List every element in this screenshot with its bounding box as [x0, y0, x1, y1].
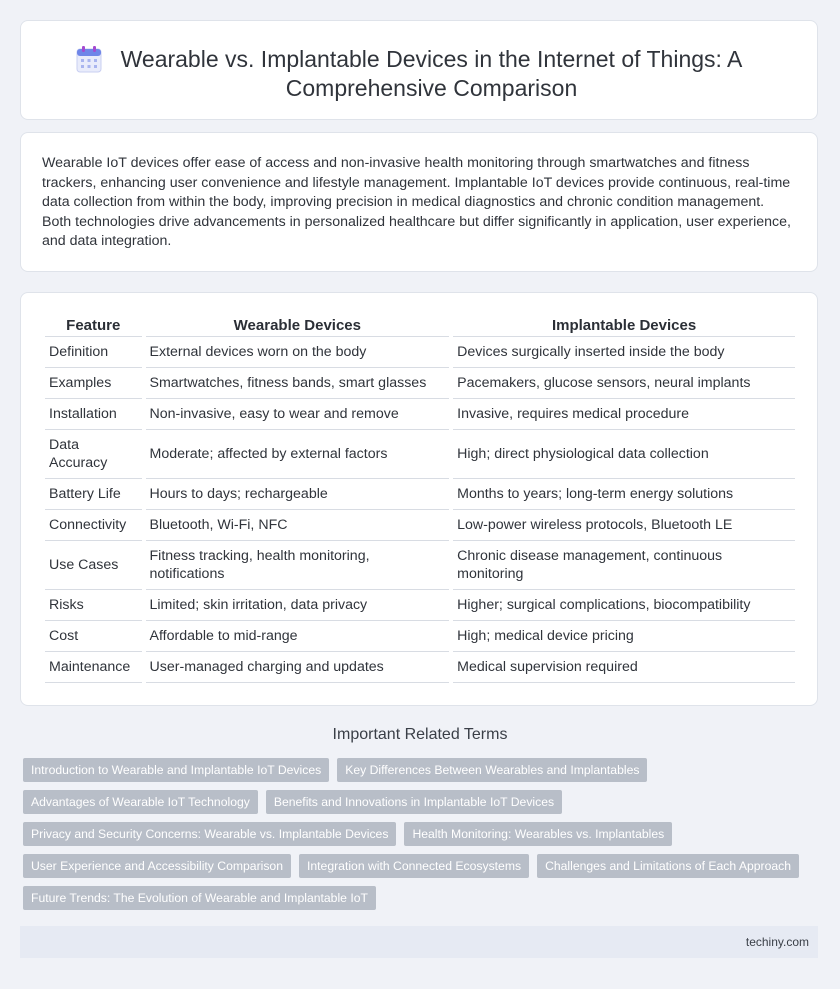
table-row [45, 652, 795, 683]
table-row [45, 399, 795, 430]
page-title: Wearable vs. Implantable Devices in the Internet of Things: A Comprehensive Comparison [120, 46, 743, 101]
wearable-cell: User-managed charging and updates [146, 652, 450, 683]
feature-cell: Connectivity [45, 510, 142, 541]
table-row [45, 430, 795, 479]
related-term-tag[interactable]: Privacy and Security Concerns: Wearable vs. Implantable Devices [23, 822, 396, 846]
feature-cell: Examples [45, 368, 142, 399]
feature-cell: Installation [45, 399, 142, 430]
wearable-cell: Moderate; affected by external factors [146, 430, 450, 479]
comparison-table [41, 314, 799, 683]
feature-cell: Use Cases [45, 541, 142, 590]
wearable-cell: Smartwatches, fitness bands, smart glasses [146, 368, 450, 399]
related-term-tag[interactable]: Integration with Connected Ecosystems [299, 854, 529, 878]
related-term-tag[interactable]: Challenges and Limitations of Each Approach [537, 854, 799, 878]
implantable-cell: Higher; surgical complications, biocompatibility [453, 590, 795, 621]
feature-cell: Cost [45, 621, 142, 652]
related-term-tag[interactable]: Key Differences Between Wearables and Implantables [337, 758, 647, 782]
comparison-card [20, 292, 818, 706]
intro-paragraph: Wearable IoT devices offer ease of access and non-invasive health monitoring through smartwatches and fitness trackers, enhancing user convenience and lifestyle management. Implantable IoT devices provide continuous, real-time data collection from within the body, improving precision in medical diagnostics and chronic condition management. Both technologies drive advancements in personalized healthcare but differ significantly in application, user experience, and data integration. [42, 155, 791, 250]
related-term-tag[interactable]: Benefits and Innovations in Implantable IoT Devices [266, 790, 562, 814]
implantable-cell: High; direct physiological data collection [453, 430, 795, 479]
related-terms-list [23, 758, 813, 918]
implantable-cell: Chronic disease management, continuous monitoring [453, 541, 795, 590]
wearable-cell: External devices worn on the body [146, 337, 450, 368]
table-row [45, 479, 795, 510]
title-card [20, 20, 818, 120]
table-row [45, 621, 795, 652]
wearable-cell: Fitness tracking, health monitoring, notifications [146, 541, 450, 590]
feature-cell: Risks [45, 590, 142, 621]
implantable-cell: Invasive, requires medical procedure [453, 399, 795, 430]
table-header-row [45, 314, 795, 337]
related-term-tag[interactable]: Introduction to Wearable and Implantable IoT Devices [23, 758, 329, 782]
table-row [45, 590, 795, 621]
table-row [45, 541, 795, 590]
table-row [45, 510, 795, 541]
footer-bar [20, 926, 818, 958]
table-row [45, 368, 795, 399]
feature-cell: Data Accuracy [45, 430, 142, 479]
wearable-cell: Limited; skin irritation, data privacy [146, 590, 450, 621]
feature-cell: Definition [45, 337, 142, 368]
wearable-cell: Affordable to mid-range [146, 621, 450, 652]
wearable-cell: Hours to days; rechargeable [146, 479, 450, 510]
intro-card [20, 132, 818, 272]
related-term-tag[interactable]: Advantages of Wearable IoT Technology [23, 790, 258, 814]
related-term-tag[interactable]: Health Monitoring: Wearables vs. Implantables [404, 822, 672, 846]
related-term-tag[interactable]: User Experience and Accessibility Comparison [23, 854, 291, 878]
table-row [45, 337, 795, 368]
implantable-cell: High; medical device pricing [453, 621, 795, 652]
column-header-wearable: Wearable Devices [146, 314, 450, 337]
implantable-cell: Medical supervision required [453, 652, 795, 683]
implantable-cell: Pacemakers, glucose sensors, neural implants [453, 368, 795, 399]
wearable-cell: Non-invasive, easy to wear and remove [146, 399, 450, 430]
footer-site-link[interactable]: techiny.com [745, 935, 809, 949]
wearable-cell: Bluetooth, Wi-Fi, NFC [146, 510, 450, 541]
related-term-tag[interactable]: Future Trends: The Evolution of Wearable and Implantable IoT [23, 886, 376, 910]
implantable-cell: Months to years; long-term energy solutions [453, 479, 795, 510]
related-terms-heading: Important Related Terms [332, 726, 508, 743]
column-header-implantable: Implantable Devices [453, 314, 795, 337]
implantable-cell: Low-power wireless protocols, Bluetooth LE [453, 510, 795, 541]
feature-cell: Maintenance [45, 652, 142, 683]
feature-cell: Battery Life [45, 479, 142, 510]
column-header-feature: Feature [45, 314, 142, 337]
implantable-cell: Devices surgically inserted inside the body [453, 337, 795, 368]
